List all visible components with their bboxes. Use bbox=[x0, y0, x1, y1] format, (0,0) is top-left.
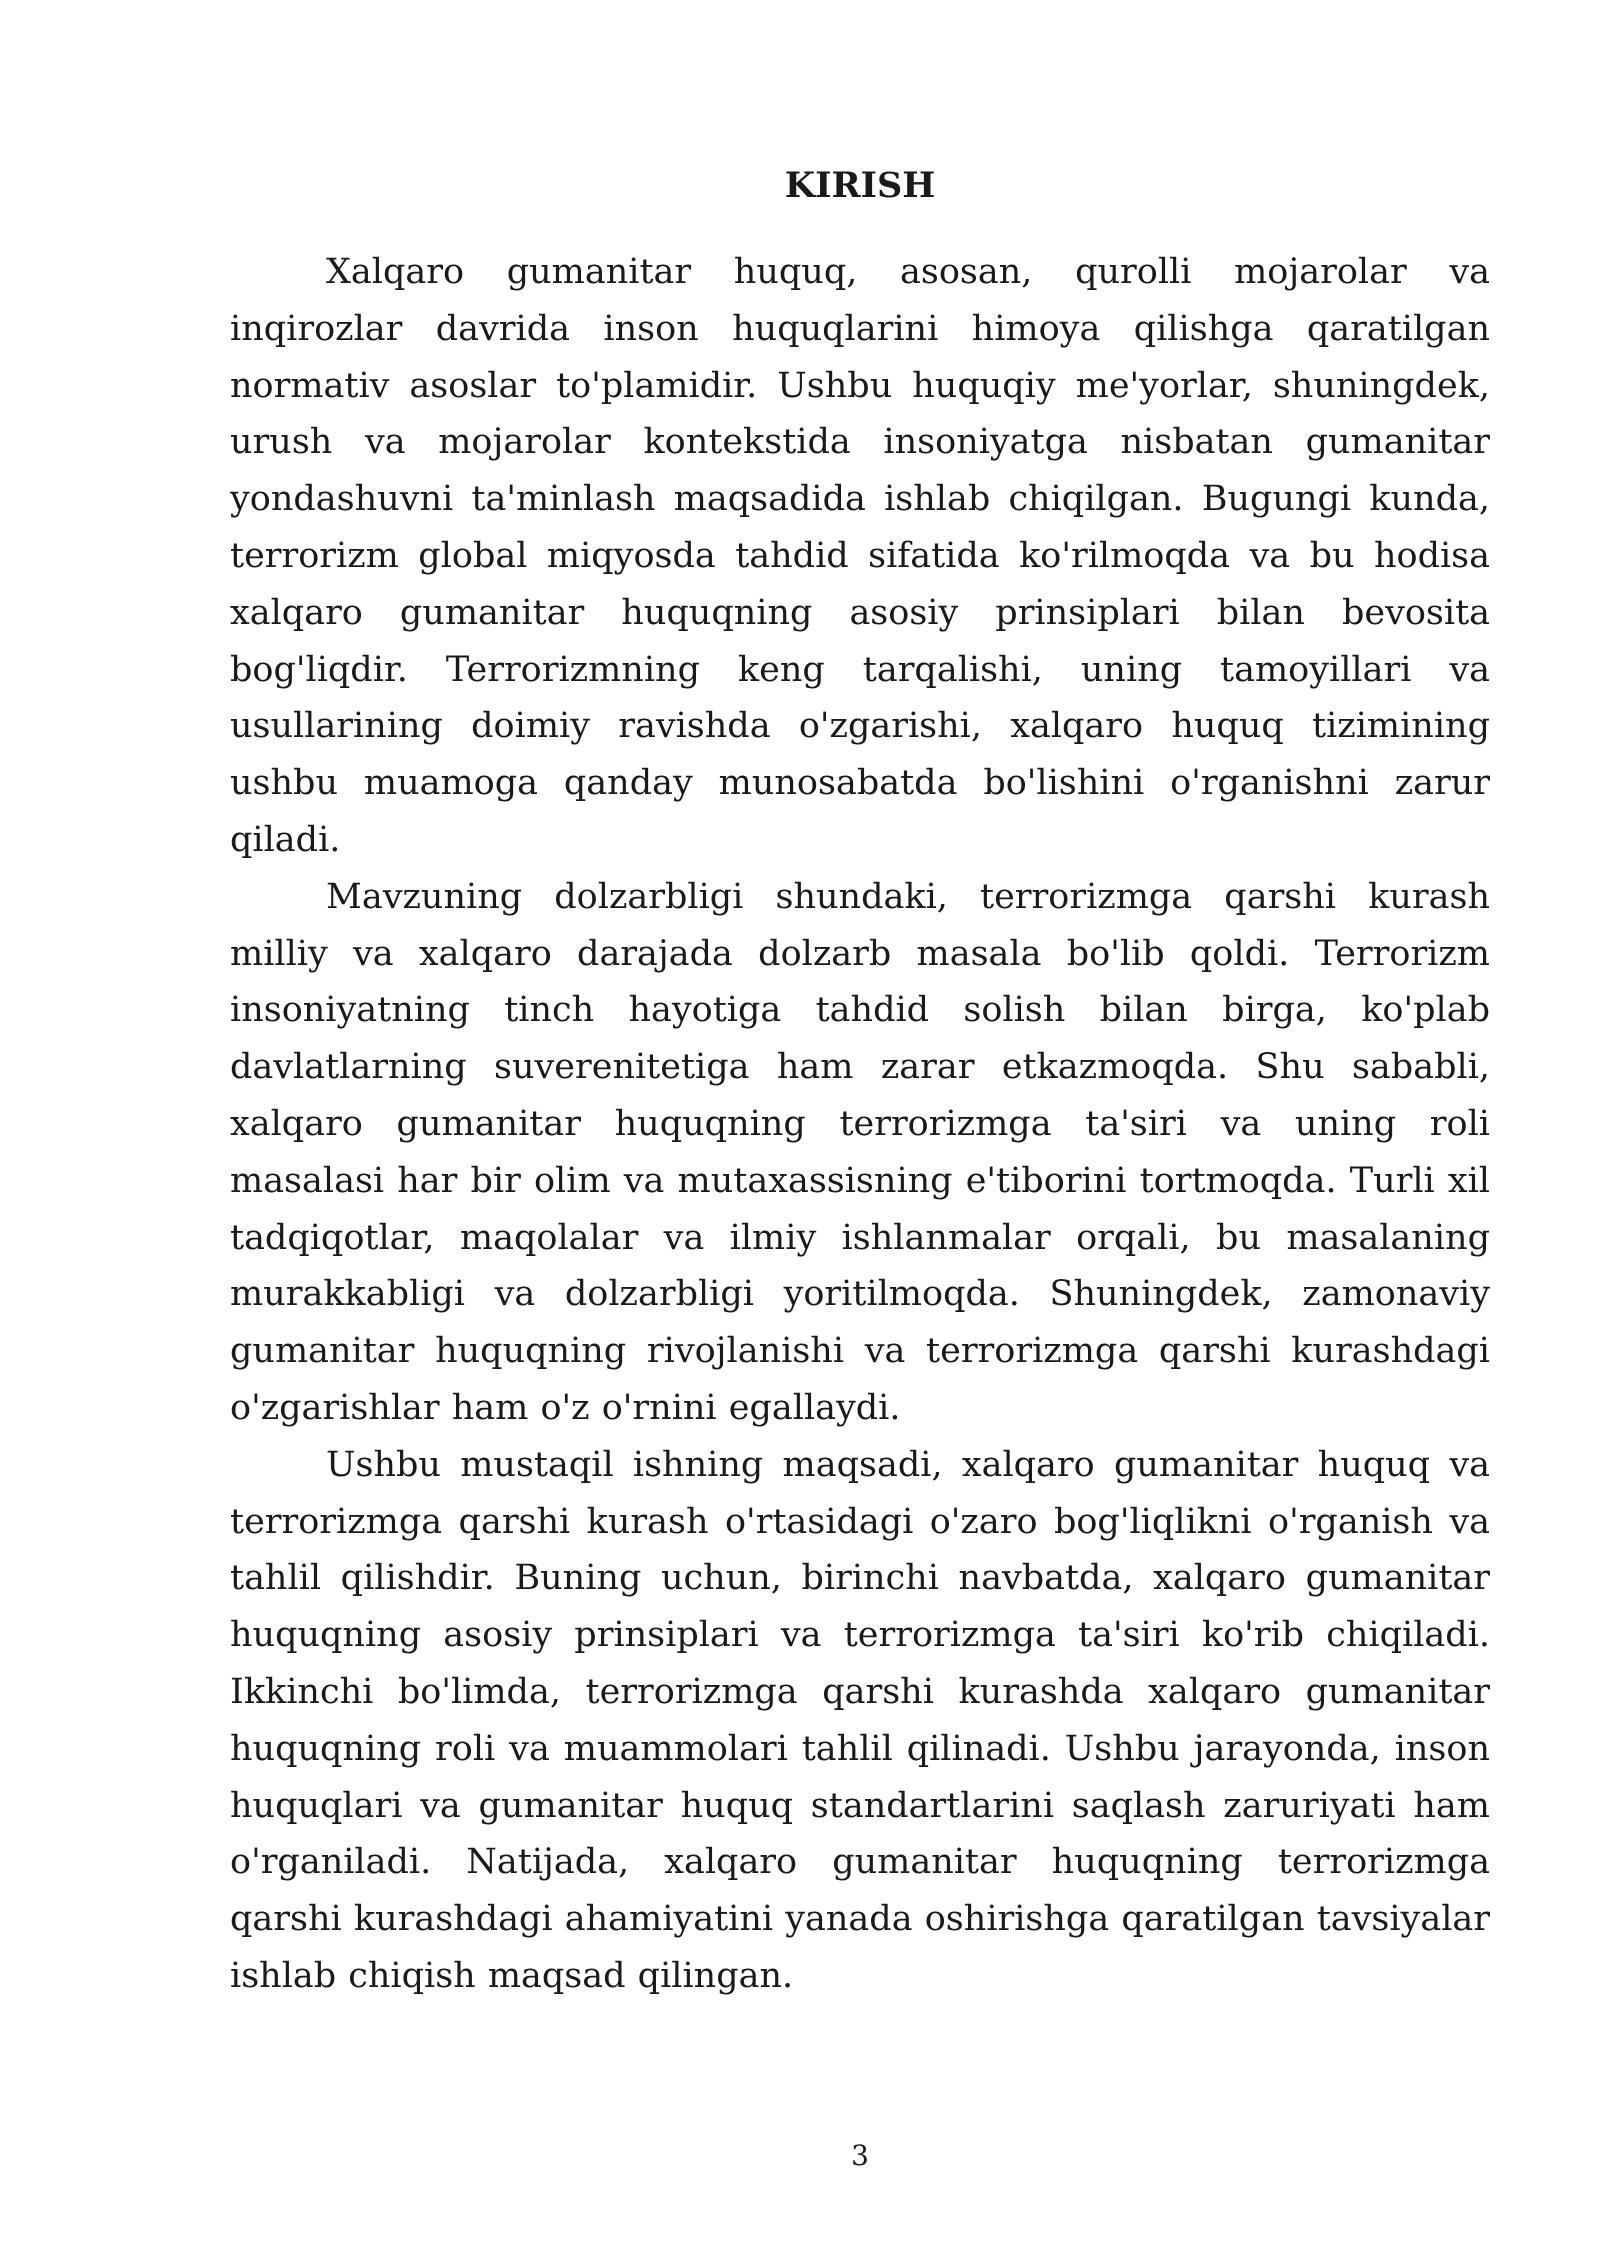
page-number: 3 bbox=[851, 2139, 869, 2172]
section-heading: KIRISH bbox=[784, 165, 936, 206]
paragraph-introduction: Xalqaro gumanitar huquq, asosan, qurolli mojarolar va inqirozlar davrida inson huquqlarini himoya qilishga qaratilgan normativ asoslar to'plamidir. Ushbu huquqiy me'yorlar, shuningdek, urush va mojarolar kontekstida insoniyatga nisbatan gumanitar yondashuvni ta'minlash maqsadida ishlab chiqilgan. Bugungi kunda, terrorizm global miqyosda tahdid sifatida ko'rilmoqda va bu hodisa xalqaro gumanitar huquqning asosiy prinsiplari bilan bevosita bog'liqdir. Terrorizmning keng tarqalishi, uning tamoyillari va usullarining doimiy ravishda o'zgarishi, xalqaro huquq tizimining ushbu muamoga qanday munosabatda bo'lishini o'rganishni zarur qiladi. bbox=[230, 252, 1490, 860]
heading-container bbox=[230, 158, 1490, 214]
paragraph-purpose: Ushbu mustaqil ishning maqsadi, xalqaro gumanitar huquq va terrorizmga qarshi kurash o'rtasidagi o'zaro bog'liqlikni o'rganish va tahlil qilishdir. Buning uchun, birinchi navbatda, xalqaro gumanitar huquqning asosiy prinsiplari va terrorizmga ta'siri ko'rib chiqiladi. Ikkinchi bo'limda, terrorizmga qarshi kurashda xalqaro gumanitar huquqning roli va muammolari tahlil qilinadi. Ushbu jarayonda, inson huquqlari va gumanitar huquq standartlarini saqlash zaruriyati ham o'rganiladi. Natijada, xalqaro gumanitar huquqning terrorizmga qarshi kurashdagi ahamiyatini yanada oshirishga qaratilgan tavsiyalar ishlab chiqish maqsad qilingan. bbox=[230, 1444, 1490, 1996]
document-body bbox=[230, 244, 1490, 2005]
paragraph-relevance: Mavzuning dolzarbligi shundaki, terrorizmga qarshi kurash milliy va xalqaro darajada dolzarb masala bo'lib qoldi. Terrorizm insoniyatning tinch hayotiga tahdid solish bilan birga, ko'plab davlatlarning suverenitetiga ham zarar etkazmoqda. Shu sababli, xalqaro gumanitar huquqning terrorizmga ta'siri va uning roli masalasi har bir olim va mutaxassisning e'tiborini tortmoqda. Turli xil tadqiqotlar, maqolalar va ilmiy ishlanmalar orqali, bu masalaning murakkabligi va dolzarbligi yoritilmoqda. Shuningdek, zamonaviy gumanitar huquqning rivojlanishi va terrorizmga qarshi kurashdagi o'zgarishlar ham o'z o'rnini egallaydi. bbox=[230, 876, 1490, 1428]
